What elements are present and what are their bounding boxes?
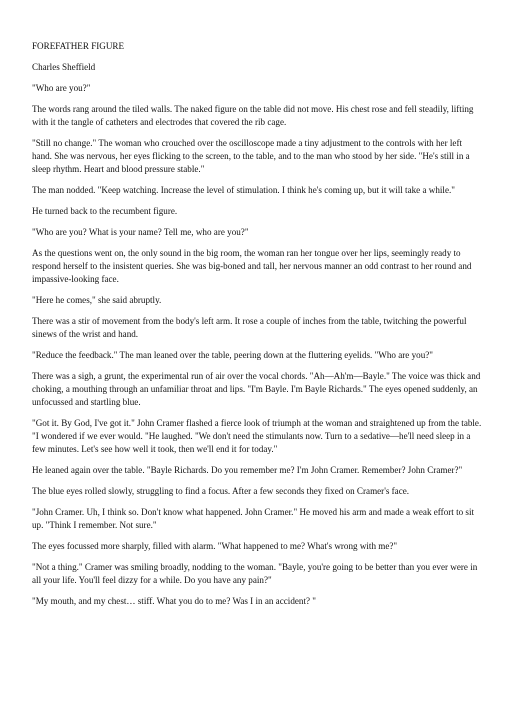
paragraph: "Here he comes," she said abruptly. <box>32 295 162 305</box>
paragraph: The man nodded. "Keep watching. Increase the level of stimulation. I think he's coming up, but it will take a while." <box>32 185 455 195</box>
paragraph: "Got it. By God, I've got it." John Cramer flashed a fierce look of triumph at the woman and straightened up from the table. "I wondered if we ever would. "He laughed. "We don't need the stimulants now. Turn to a sedative—he'll need sleep in a few minutes. Let's see how well it took, then we'll end it for today." <box>32 418 482 454</box>
paragraph: The eyes focussed more sharply, filled with alarm. "What happened to me? What's wrong with me?" <box>32 541 398 551</box>
paragraph: The blue eyes rolled slowly, struggling to find a focus. After a few seconds they fixed on Cramer's face. <box>32 486 410 496</box>
paragraph: "Reduce the feedback." The man leaned over the table, peering down at the fluttering eyelids. "Who are you?" <box>32 350 434 360</box>
document-title: FOREFATHER FIGURE <box>32 41 125 51</box>
paragraph: There was a sigh, a grunt, the experimental run of air over the vocal chords. "Ah—Ah'm—Bayle." The voice was thick and choking, a mouthing through an unfamiliar throat and lips. "I'm Bayle. I'm Bayle Richards." The eyes opened suddenly, an unfocussed and startling blue. <box>32 371 481 407</box>
document-page <box>32 40 484 616</box>
paragraph: "Who are you? What is your name? Tell me, who are you?" <box>32 227 249 237</box>
paragraph: As the questions went on, the only sound in the big room, the woman ran her tongue over her lips, seemingly ready to respond herself to the insistent queries. She was big-boned and tall, her nervous manner an odd contrast to her round and impassive-looking face. <box>32 248 472 284</box>
paragraph: He leaned again over the table. "Bayle Richards. Do you remember me? I'm John Cramer. Remember? John Cramer?" <box>32 465 463 475</box>
paragraph: "Not a thing." Cramer was smiling broadly, nodding to the woman. "Bayle, you're going to be better than you ever were in all your life. You'll feel dizzy for a while. Do you have any pain?" <box>32 562 478 585</box>
paragraph: The words rang around the tiled walls. The naked figure on the table did not move. His chest rose and fell steadily, lifting with it the tangle of catheters and electrodes that covered the rib cage. <box>32 104 474 127</box>
paragraph: "John Cramer. Uh, I think so. Don't know what happened. John Cramer." He moved his arm and made a weak effort to sit up. "Think I remember. Not sure." <box>32 507 475 530</box>
document-author: Charles Sheffield <box>32 62 96 72</box>
paragraph: "Who are you?" <box>32 83 91 93</box>
paragraph: He turned back to the recumbent figure. <box>32 206 178 216</box>
paragraph: "My mouth, and my chest… stiff. What you do to me? Was I in an accident? " <box>32 596 316 606</box>
paragraph: There was a stir of movement from the body's left arm. It rose a couple of inches from the table, twitching the powerful sinews of the wrist and hand. <box>32 316 467 339</box>
paragraph: "Still no change." The woman who crouched over the oscilloscope made a tiny adjustment to the controls with her left hand. She was nervous, her eyes flicking to the screen, to the table, and to the man who stood by her side. "He's still in a sleep rhythm. Heart and blood pressure stable." <box>32 138 470 174</box>
